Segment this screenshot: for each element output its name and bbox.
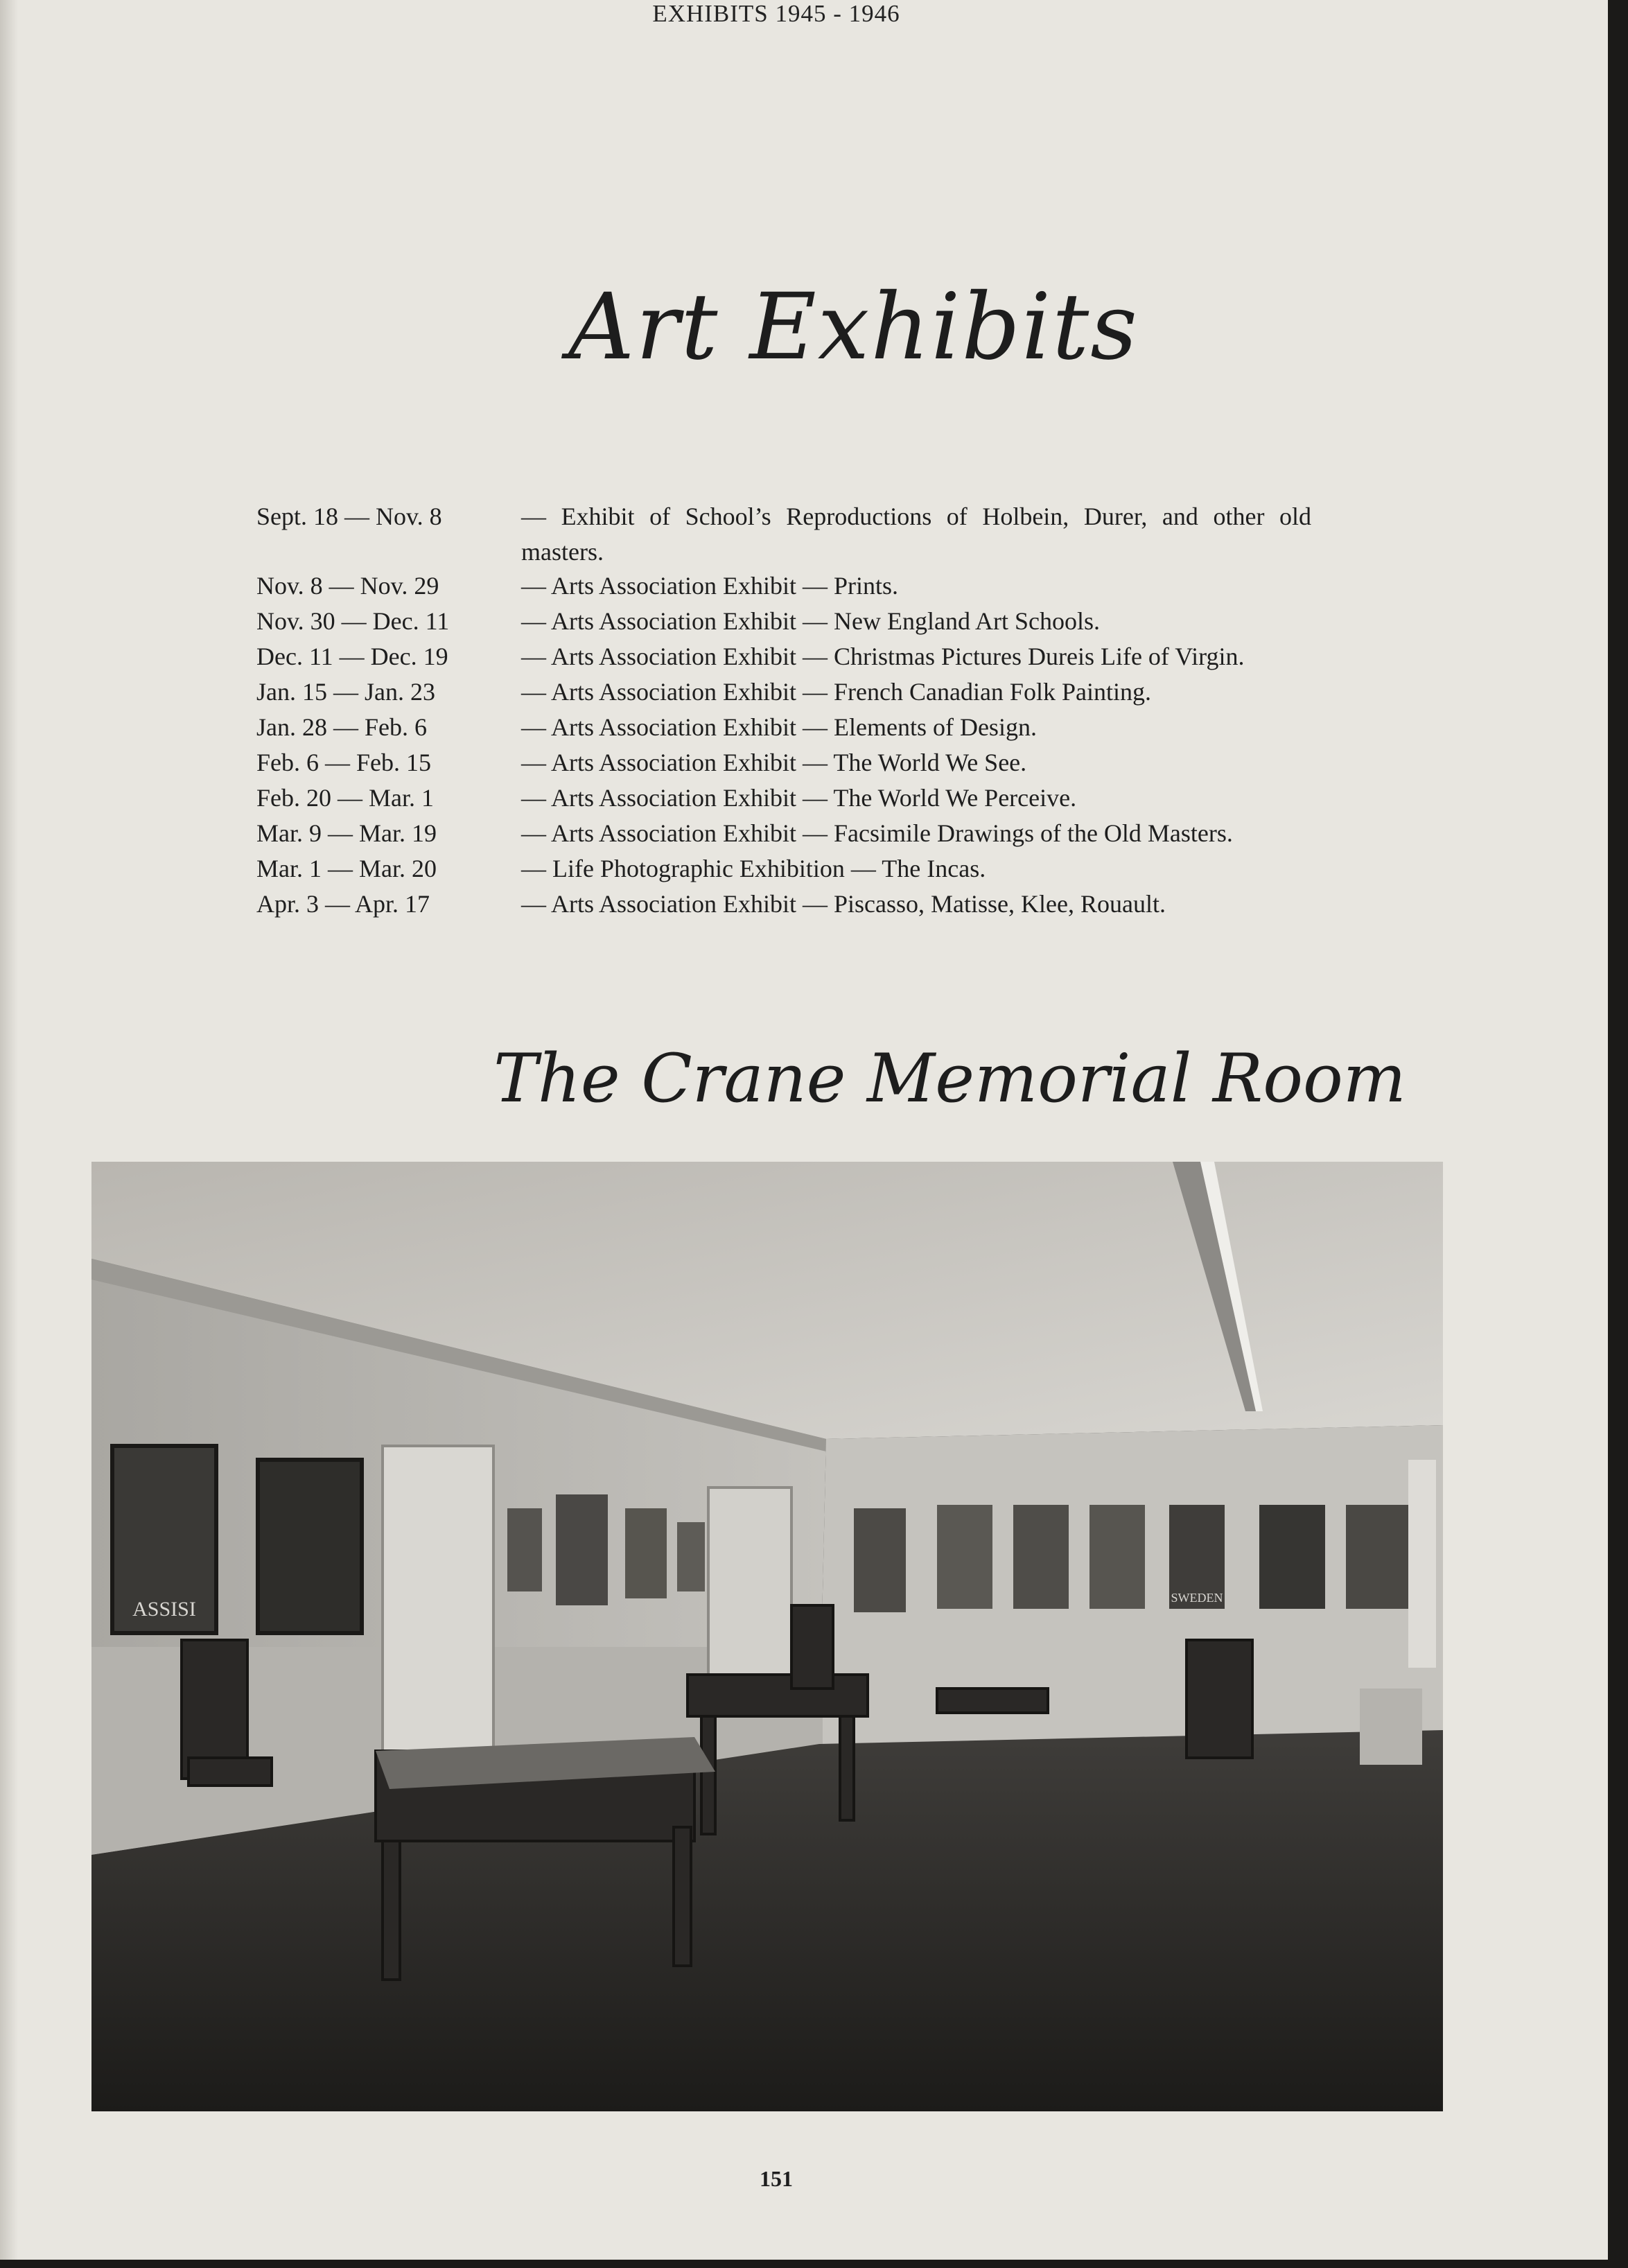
exhibit-description xyxy=(521,568,898,604)
exhibit-description xyxy=(521,851,986,887)
dash-separator: — xyxy=(521,749,552,776)
exhibit-description-text: Arts Association Exhibit — The World We Perceive. xyxy=(551,784,1077,812)
dash-separator: — xyxy=(521,784,552,812)
exhibit-row xyxy=(256,780,1310,816)
exhibit-row xyxy=(256,604,1310,639)
dash-separator: — xyxy=(521,572,552,600)
dash-separator: — xyxy=(521,890,552,918)
exhibit-row xyxy=(256,674,1310,710)
exhibit-schedule xyxy=(256,499,1310,922)
exhibit-dates: Nov. 30 — Dec. 11 xyxy=(256,607,450,635)
gallery-room-photo xyxy=(91,1162,1443,2111)
exhibit-description xyxy=(521,604,1100,639)
exhibit-description-text: Arts Association Exhibit — Elements of Design. xyxy=(551,713,1037,741)
page-number: 151 xyxy=(760,2166,793,2191)
exhibit-description xyxy=(521,499,1311,570)
exhibit-description-text: Arts Association Exhibit — New England Art Schools. xyxy=(551,607,1100,635)
exhibit-row xyxy=(256,568,1310,604)
exhibit-dates: Dec. 11 — Dec. 19 xyxy=(256,643,448,670)
exhibit-description-text: Arts Association Exhibit — Piscasso, Matisse, Klee, Rouault. xyxy=(551,890,1166,918)
exhibit-row xyxy=(256,816,1310,851)
exhibit-description xyxy=(521,745,1026,780)
exhibit-description xyxy=(521,887,1166,922)
exhibit-row xyxy=(256,887,1310,922)
exhibit-description-text: Arts Association Exhibit — The World We See. xyxy=(551,749,1027,776)
exhibit-row xyxy=(256,639,1310,674)
exhibit-row xyxy=(256,851,1310,887)
exhibit-dates: Feb. 6 — Feb. 15 xyxy=(256,749,431,776)
dash-separator: — xyxy=(521,855,552,882)
exhibit-description xyxy=(521,816,1233,851)
exhibit-description xyxy=(521,710,1037,745)
exhibit-description-text: Life Photographic Exhibition — The Incas. xyxy=(552,855,986,882)
poster-label: ASSISI xyxy=(132,1598,196,1621)
dash-separator: — xyxy=(521,503,561,530)
exhibit-dates: Apr. 3 — Apr. 17 xyxy=(256,890,430,918)
section-title: The Crane Memorial Room xyxy=(493,1040,1406,1117)
exhibit-row xyxy=(256,745,1310,780)
exhibit-description-text: Arts Association Exhibit — Facsimile Drawings of the Old Masters. xyxy=(551,819,1233,847)
dash-separator: — xyxy=(521,713,552,741)
exhibit-description-text: Arts Association Exhibit — Prints. xyxy=(551,572,899,600)
exhibit-dates: Jan. 15 — Jan. 23 xyxy=(256,678,435,706)
exhibit-row xyxy=(256,499,1310,568)
dash-separator: — xyxy=(521,819,552,847)
exhibit-description-text: Arts Association Exhibit — Christmas Pictures Dureis Life of Virgin. xyxy=(551,643,1245,670)
dash-separator: — xyxy=(521,643,552,670)
exhibit-description xyxy=(521,674,1151,710)
dash-separator: — xyxy=(521,678,552,706)
exhibit-description xyxy=(521,639,1244,674)
page-title: Art Exhibits xyxy=(568,274,1139,381)
exhibit-row xyxy=(256,710,1310,745)
exhibit-dates: Mar. 1 — Mar. 20 xyxy=(256,855,437,882)
exhibit-dates: Feb. 20 — Mar. 1 xyxy=(256,784,434,812)
exhibit-dates: Sept. 18 — Nov. 8 xyxy=(256,503,442,530)
exhibit-dates: Mar. 9 — Mar. 19 xyxy=(256,819,437,847)
dash-separator: — xyxy=(521,607,552,635)
page-subtitle: EXHIBITS 1945 - 1946 xyxy=(652,0,900,27)
gallery-room-illustration xyxy=(91,1162,1443,2111)
exhibit-description-text: Exhibit of School’s Reproductions of Holbein, Durer, and other old masters. xyxy=(521,503,1311,566)
exhibit-description-text: Arts Association Exhibit — French Canadian Folk Painting. xyxy=(551,678,1151,706)
exhibit-description xyxy=(521,780,1076,816)
exhibit-dates: Jan. 28 — Feb. 6 xyxy=(256,713,427,741)
exhibit-dates: Nov. 8 — Nov. 29 xyxy=(256,572,439,600)
poster-label: SWEDEN xyxy=(1171,1591,1223,1605)
